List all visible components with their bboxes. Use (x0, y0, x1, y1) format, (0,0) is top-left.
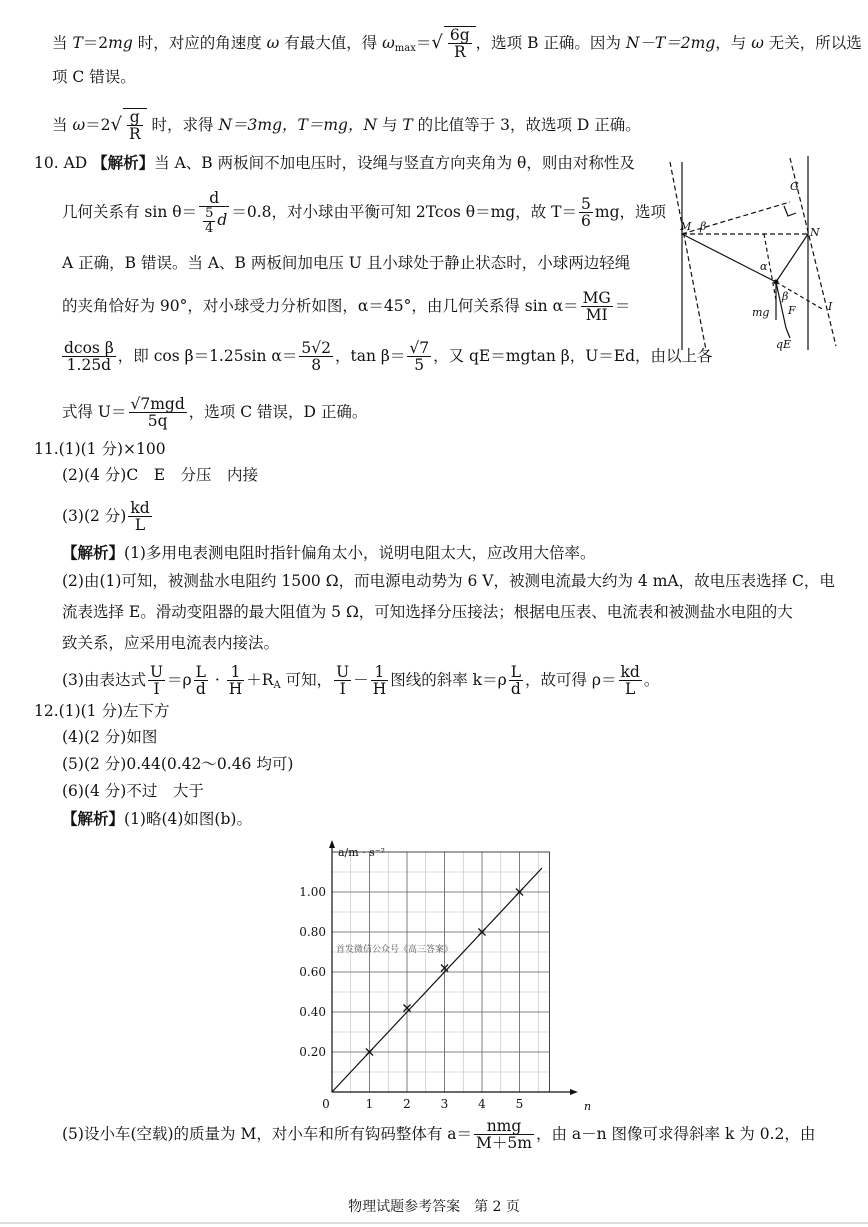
force-f (776, 282, 789, 328)
q11-analysis-4: 致关系，应采用电流表内接法。 (62, 634, 280, 652)
label-beta: β (700, 220, 707, 233)
force-qe (786, 328, 790, 338)
q10-line-1: 10. AD 【解析】当 A、B 两板间不加电压时，设绳与竖直方向夹角为 θ，则由对称性及 (34, 153, 635, 172)
watermark-text: 首发微信公众号《高三答案》 (336, 945, 454, 955)
a-n-chart (290, 842, 590, 1114)
dashed-mg (682, 202, 790, 234)
right-angle-mark (784, 206, 796, 216)
q12-analysis-1: 【解析】(1)略(4)如图(b)。 (62, 809, 252, 828)
label-m: M (680, 220, 692, 233)
dashed-left (670, 162, 706, 350)
y-tick-label: 0.80 (299, 925, 326, 939)
x-axis-label: n (584, 1100, 592, 1113)
q10-line-4: 的夹角恰好为 90°，对小球受力分析如图，α＝45°，由几何关系得 sin α＝ $\frac{MG}{MI}$ ＝ (62, 289, 631, 325)
q11-analysis-1: 【解析】(1)多用电表测电阻时指针偏角太小，说明电阻太大，应改用大倍率。 (62, 543, 596, 562)
q12-line-5: (5)(2 分)0.44(0.42～0.46 均可) (62, 755, 294, 773)
label-qe: qE (776, 338, 792, 351)
q10-force-diagram (664, 150, 860, 360)
y-tick-label: 0.20 (299, 1045, 326, 1059)
x-axis-arrow (570, 1089, 578, 1095)
label-i: I (828, 300, 833, 313)
footer-divider (0, 1222, 868, 1224)
top-line-2: 项 C 错误。 (52, 68, 136, 86)
rope-right (776, 234, 808, 282)
q11-line-2: (2)(4 分)C E 分压 内接 (62, 466, 259, 484)
ball (774, 280, 779, 285)
q11-analysis-3: 流表选择 E。滑动变阻器的最大阻值为 5 Ω，可知选择分压接法；根据电压表、电流表和被测盐水电阻的大 (62, 603, 793, 621)
top-line-1: 当 T＝2mg 时，对应的角速度 ω 有最大值，得 $\omega_{max}=√$ $\frac{6g}{R}$ ，选项 B 正确。因为 N－T＝2mg，与 ω 无关，所以选 (52, 26, 862, 62)
x-tick-label: 4 (478, 1097, 486, 1111)
q10-line-5: $\frac{\text{dcos β}}{1.25d}$ ，即 cos β＝1.25sin α＝ $\frac{5√2}{8}$ ，tan β＝ $\frac{√7}{5}$ ，又 qE＝mgtan β，U＝Ed，由以上各 (64, 339, 713, 375)
x-tick-label: 2 (403, 1097, 411, 1111)
rope-left (682, 234, 776, 282)
q11-line-1: 11.(1)(1 分)×100 (34, 440, 166, 458)
top-line-3: 当 ω＝2√ $\frac{g}{R}$ 时，求得 N＝3mg，T＝mg，N 与 T 的比值等于 3，故选项 D 正确。 (52, 108, 641, 144)
q11-line-3: (3)(2 分) $\frac{kd}{L}$ (62, 499, 150, 535)
y-tick-label: 1.00 (299, 885, 326, 899)
q11-analysis-5: (3)由表达式 $\frac{U}{I}$ ＝ρ $\frac{L}{d}$ · $\frac{1}{H}$ $+R_A$ 可知， $\frac{U}{I}$ － $\frac{1}{H}$ 图线的斜率 k＝ρ $\frac{L}{d}$ ，故可得 ρ＝ $\frac{kd}{L}$ 。 (62, 663, 660, 699)
label-f: F (788, 304, 796, 317)
x-tick-label: 0 (322, 1097, 330, 1111)
y-axis-arrow (329, 840, 335, 848)
label-mg: mg (752, 306, 770, 319)
q12-line-6: (6)(4 分)不过 大于 (62, 782, 204, 800)
q12-line-4: (4)(2 分)如图 (62, 728, 158, 746)
label-beta2: β (782, 290, 789, 303)
label-alpha: α (760, 260, 768, 273)
y-tick-label: 0.40 (299, 1005, 326, 1019)
label-g: G (790, 180, 799, 193)
x-tick-label: 5 (515, 1097, 524, 1111)
x-tick-label: 1 (365, 1097, 374, 1111)
q12-analysis-last: (5)设小车(空载)的质量为 M，对小车和所有钩码整体有 a＝ $\frac{\text{nmg}}{M+5m}$ ，由 a－n 图像可求得斜率 k 为 0.2，由 (62, 1117, 816, 1153)
q10-line-2: 几何关系有 sin θ＝ d $\frac{5}{4}$ d ＝0.8，对小球由平衡可知 2Tcos θ＝mg，故 T＝ $\frac{5}{6}$ mg，选项 (62, 189, 666, 236)
q12-line-1: 12.(1)(1 分)左下方 (34, 702, 170, 720)
q11-analysis-2: (2)由(1)可知，被测盐水电阻约 1500 Ω，而电源电动势为 6 V，被测电流最大约为 4 mA，故电压表选择 C，电 (62, 572, 835, 590)
page-footer: 物理试题参考答案 第 2 页 (348, 1199, 520, 1215)
q10-line-6: 式得 U＝ $\frac{\text{√7mgd}}{5q}$ ，选项 C 错误，D 正确。 (62, 395, 368, 431)
x-tick-label: 3 (440, 1097, 449, 1111)
y-tick-label: 0.60 (299, 965, 326, 979)
fit-line (332, 868, 542, 1092)
y-axis-label: a/m · s⁻² (338, 846, 386, 859)
q10-line-3: A 正确，B 错误。当 A、B 两板间加电压 U 且小球处于静止状态时，小球两边轻绳 (62, 254, 631, 272)
label-n: N (810, 226, 820, 239)
